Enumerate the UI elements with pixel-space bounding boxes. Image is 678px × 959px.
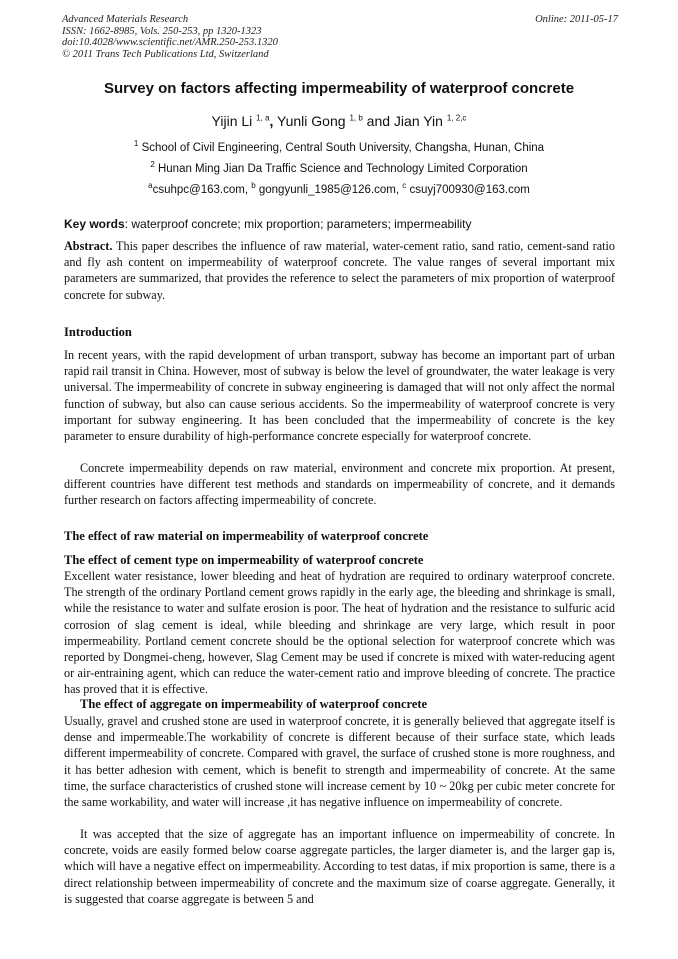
author-emails <box>0 181 678 196</box>
affiliation-1 <box>0 139 678 154</box>
journal-name: Advanced Materials Research <box>62 14 189 25</box>
subsection-heading-cement: The effect of cement type on impermeability of waterproof concrete <box>64 553 424 567</box>
abstract-text: This paper describes the influence of raw material, water-cement ratio, sand ratio, cement-sand ratio and fly ash content on impermeability of waterproof concrete. The value ranges of several important mix parameters are summarized, that provides the reference to select the parameters of mix proportion of waterproof concrete for subway. <box>64 239 615 302</box>
author-name: Jian Yin <box>393 113 443 129</box>
affiliation-marker: 1 <box>133 139 139 148</box>
author-list <box>0 113 678 129</box>
section-heading-raw-material: The effect of raw material on impermeability of waterproof concrete <box>64 529 429 543</box>
copyright-line: © 2011 Trans Tech Publications Ltd, Switzerland <box>62 48 269 60</box>
author-name: Yijin Li <box>211 113 253 129</box>
keywords <box>64 217 472 231</box>
issn-line: ISSN: 1662-8985, Vols. 250-253, pp 1320-1323 <box>62 25 262 37</box>
author-separator: and <box>366 113 391 129</box>
affiliation-2 <box>0 160 678 175</box>
paper-title: Survey on factors affecting impermeability of waterproof concrete <box>103 80 575 97</box>
author-name: Yunli Gong <box>277 113 346 129</box>
affiliation-text: Hunan Ming Jian Da Traffic Science and Technology Limited Corporation <box>157 162 528 175</box>
keywords-text: : waterproof concrete; mix proportion; parameters; impermeability <box>124 217 472 231</box>
email-marker: a <box>148 181 153 190</box>
cement-paragraph: Excellent water resistance, lower bleeding and heat of hydration are required to ordinary waterproof concrete. The strength of the ordinary Portland cement grows rapidly in the early age, the bleeding and shrinkage is small, while the resistance to water and sulfate erosion is poor. The heat of hydration and the resistance to sulfuric acid corrosion of slag cement is ideal, while bleeding and shrinkage are very large, which result in poor impermeability. Portland cement concrete should be the optional selection for waterproof concrete which was reported by Dongmei-cheng, however, Slag Cement may be used if concrete is mixed with water-reducing agent or air-entraining agent, which can reduce the water-cement ratio and improve bleeding of concrete. The practice has proved that it is effective. <box>64 569 615 697</box>
author-affiliation-marker: 1, a <box>256 113 270 123</box>
email-marker: c <box>402 181 407 190</box>
intro-paragraph-1: In recent years, with the rapid development of urban transport, subway has become an important part of urban rapid rail transit in China. However, most of subway is below the level of groundwater, the water leakage is very universal. The impermeability of concrete in subway engineering is damaged that will not only affect the normal function of subway, but also can cause serious accidents. So the impermeability of waterproof concrete is very important for subway engineering. It has been concluded that the impermeability of concrete is the key parameter to ensure durability of high-performance concrete especially for waterproof concrete. <box>64 348 615 444</box>
aggregate-paragraph-2: It was accepted that the size of aggregate has an important influence on impermeability of concrete. In concrete, voids are easily formed below coarse aggregate particles, the larger diameter is, and the larger gap is, which will have a negative effect on impermeability. According to test datas, if mix proportion is same, there is a direct relationship between impermeability of concrete and the maximum size of coarse aggregate. Generally, it is suggested that coarse aggregate is between 5 and <box>64 827 615 906</box>
email-b: gongyunli_1985@126.com, <box>258 183 403 196</box>
email-marker: b <box>251 181 256 190</box>
affiliation-marker: 2 <box>150 160 155 169</box>
aggregate-paragraph-1: Usually, gravel and crushed stone are used in waterproof concrete, it is generally believed that aggregate itself is dense and impermeable.The workability of concrete is different because of their surface state, which leads different impermeability of concrete. Compared with gravel, the surface of crushed stone is more roughness, and it has better adhesion with cement, which is benefit to strength and impermeability of concrete. At the same time, the surface characteristics of crushed stone will increase cement by 10 ~ 20kg per cubic meter concrete for the same workability, and water will increase ,it has negative influence on impermeability of concrete. <box>64 714 615 810</box>
author-separator: , <box>269 113 274 129</box>
author-affiliation-marker: 1, b <box>349 113 363 123</box>
abstract-label: Abstract. <box>64 239 113 253</box>
keywords-label: Key words <box>64 217 125 231</box>
journal-header <box>62 14 618 60</box>
section-heading-introduction: Introduction <box>64 325 132 339</box>
online-date: Online: 2011-05-17 <box>535 14 618 25</box>
intro-paragraph-2: Concrete impermeability depends on raw material, environment and concrete mix proportion. At present, different countries have different test methods and standards on impermeability of concrete, and it demands further research on factors affecting impermeability of concrete. <box>64 461 615 508</box>
email-a: csuhpc@163.com, <box>152 183 252 196</box>
affiliation-text: School of Civil Engineering, Central South University, Changsha, Hunan, China <box>141 141 545 154</box>
author-affiliation-marker: 1, 2,c <box>446 113 467 123</box>
doi-line: doi:10.4028/www.scientific.net/AMR.250-253.1320 <box>62 37 278 48</box>
subsection-heading-aggregate: The effect of aggregate on impermeability of waterproof concrete <box>80 697 428 711</box>
abstract <box>64 238 615 303</box>
email-c: csuyj700930@163.com <box>409 183 530 196</box>
